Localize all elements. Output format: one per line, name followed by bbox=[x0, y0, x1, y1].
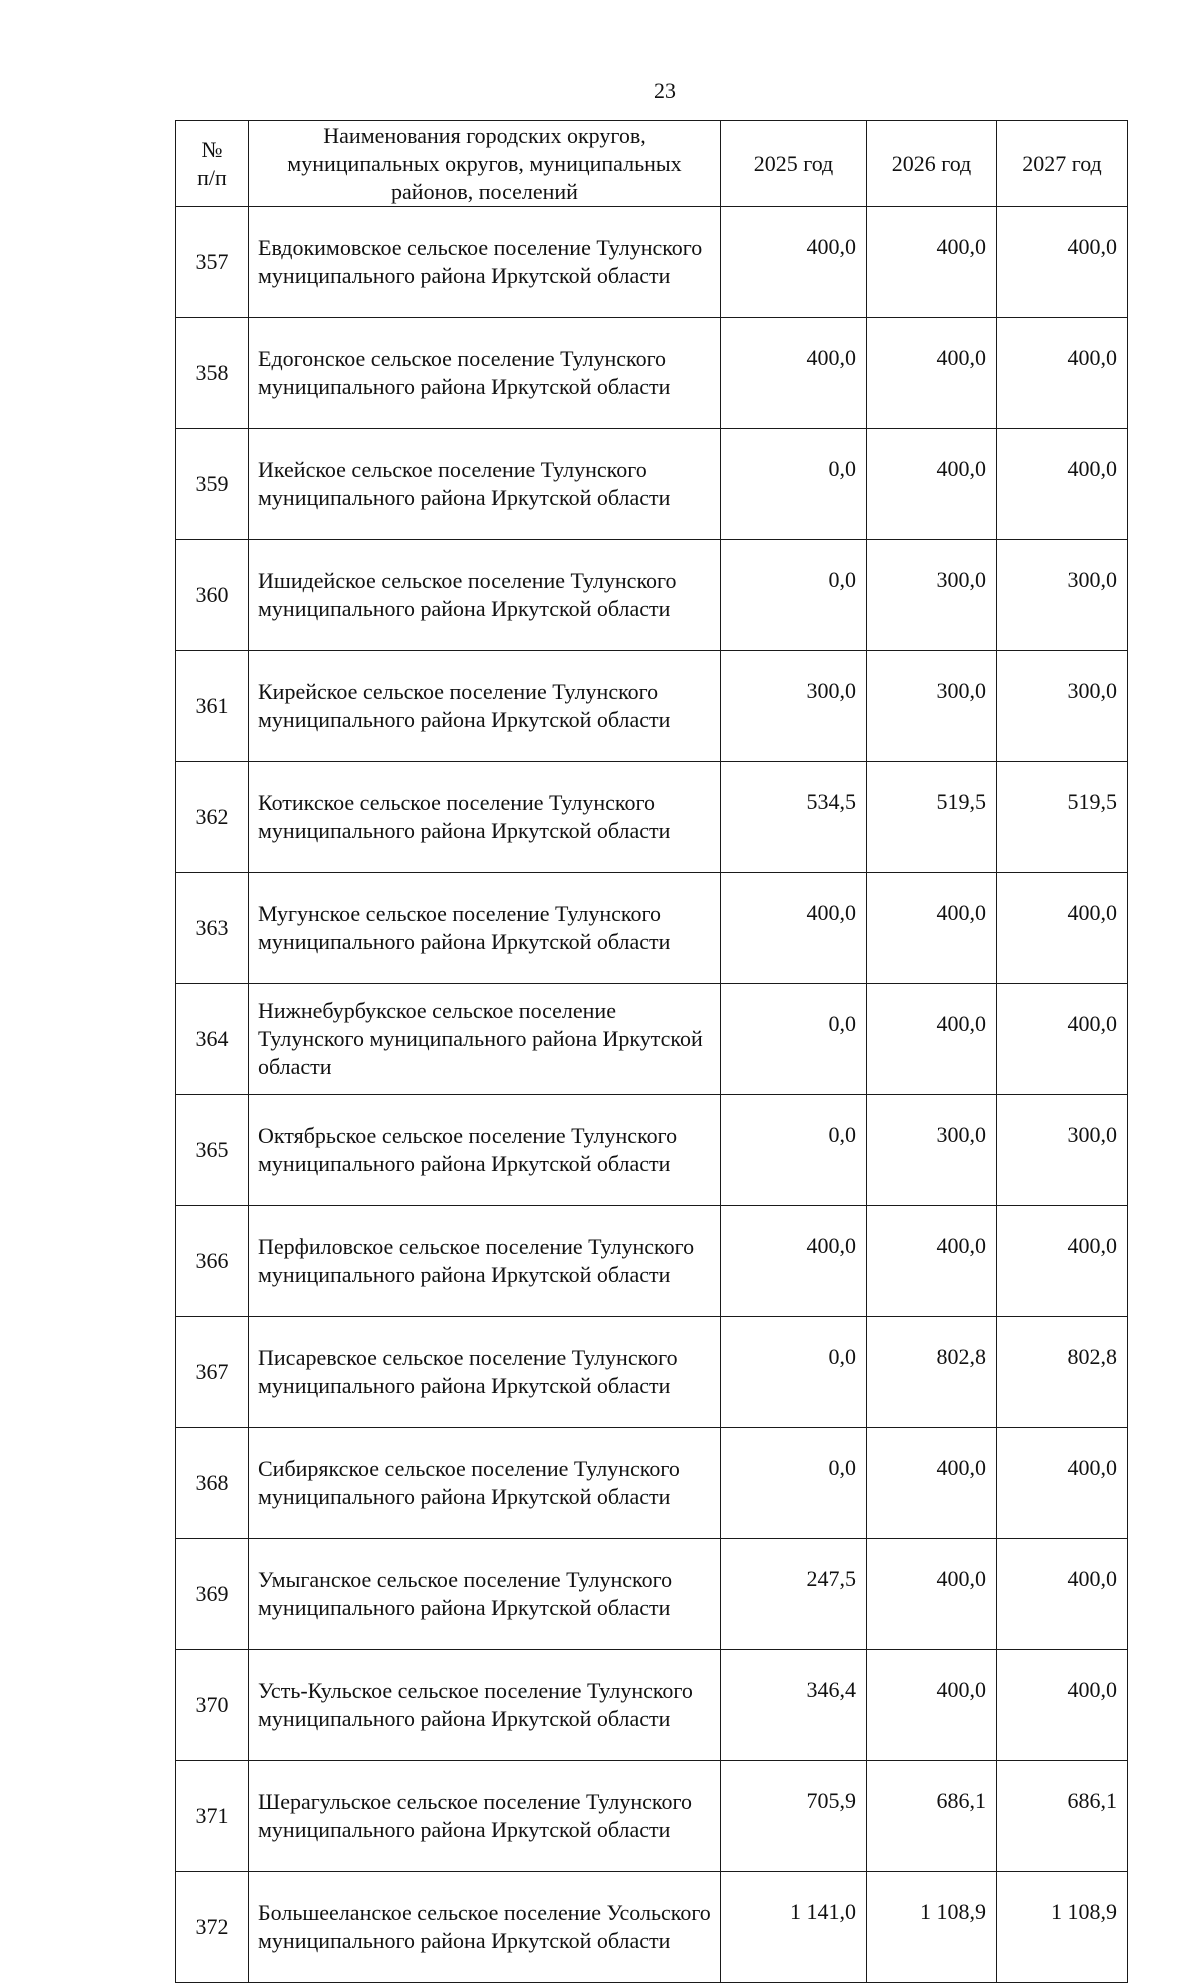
header-2025: 2025 год bbox=[721, 121, 867, 207]
header-row bbox=[176, 121, 1128, 207]
table-row bbox=[176, 318, 1128, 429]
value-2026: 400,0 bbox=[867, 873, 997, 984]
value-2027: 400,0 bbox=[997, 207, 1128, 318]
row-name: Сибирякское сельское поселение Тулунского муниципального района Иркутской области bbox=[249, 1428, 721, 1539]
row-number: 366 bbox=[176, 1206, 249, 1317]
header-2026: 2026 год bbox=[867, 121, 997, 207]
value-2025: 400,0 bbox=[721, 1206, 867, 1317]
table-row bbox=[176, 762, 1128, 873]
value-2026: 300,0 bbox=[867, 540, 997, 651]
row-name: Кирейское сельское поселение Тулунского муниципального района Иркутской области bbox=[249, 651, 721, 762]
value-2025: 0,0 bbox=[721, 1428, 867, 1539]
value-2026: 1 108,9 bbox=[867, 1872, 997, 1983]
value-2027: 300,0 bbox=[997, 651, 1128, 762]
value-2025: 705,9 bbox=[721, 1761, 867, 1872]
value-2025: 400,0 bbox=[721, 873, 867, 984]
value-2026: 400,0 bbox=[867, 1206, 997, 1317]
value-2027: 400,0 bbox=[997, 1428, 1128, 1539]
value-2027: 802,8 bbox=[997, 1317, 1128, 1428]
value-2026: 802,8 bbox=[867, 1317, 997, 1428]
table-row bbox=[176, 1539, 1128, 1650]
table-row bbox=[176, 1317, 1128, 1428]
value-2027: 400,0 bbox=[997, 1650, 1128, 1761]
row-number: 361 bbox=[176, 651, 249, 762]
table-row bbox=[176, 1761, 1128, 1872]
page-number: 23 bbox=[654, 78, 676, 103]
header-num: № п/п bbox=[176, 121, 249, 207]
value-2027: 519,5 bbox=[997, 762, 1128, 873]
table-body bbox=[176, 207, 1128, 1983]
value-2026: 686,1 bbox=[867, 1761, 997, 1872]
row-number: 358 bbox=[176, 318, 249, 429]
value-2025: 1 141,0 bbox=[721, 1872, 867, 1983]
row-number: 372 bbox=[176, 1872, 249, 1983]
value-2026: 400,0 bbox=[867, 1650, 997, 1761]
value-2026: 400,0 bbox=[867, 984, 997, 1095]
row-number: 363 bbox=[176, 873, 249, 984]
value-2025: 0,0 bbox=[721, 984, 867, 1095]
value-2026: 400,0 bbox=[867, 1539, 997, 1650]
row-name: Писаревское сельское поселение Тулунского муниципального района Иркутской области bbox=[249, 1317, 721, 1428]
row-name: Евдокимовское сельское поселение Тулунского муниципального района Иркутской области bbox=[249, 207, 721, 318]
table-row bbox=[176, 429, 1128, 540]
table-row bbox=[176, 651, 1128, 762]
row-name: Ишидейское сельское поселение Тулунского муниципального района Иркутской области bbox=[249, 540, 721, 651]
value-2027: 1 108,9 bbox=[997, 1872, 1128, 1983]
row-name: Нижнебурбукское сельское поселение Тулунского муниципального района Иркутской области bbox=[249, 984, 721, 1095]
value-2027: 300,0 bbox=[997, 540, 1128, 651]
row-number: 359 bbox=[176, 429, 249, 540]
value-2025: 247,5 bbox=[721, 1539, 867, 1650]
table-row bbox=[176, 540, 1128, 651]
table-row bbox=[176, 1428, 1128, 1539]
row-number: 362 bbox=[176, 762, 249, 873]
value-2026: 400,0 bbox=[867, 207, 997, 318]
row-name: Большееланское сельское поселение Усольского муниципального района Иркутской области bbox=[249, 1872, 721, 1983]
table-row bbox=[176, 873, 1128, 984]
row-name: Икейское сельское поселение Тулунского муниципального района Иркутской области bbox=[249, 429, 721, 540]
row-name: Усть-Кульское сельское поселение Тулунского муниципального района Иркутской области bbox=[249, 1650, 721, 1761]
row-number: 371 bbox=[176, 1761, 249, 1872]
table-row bbox=[176, 1650, 1128, 1761]
header-2027: 2027 год bbox=[997, 121, 1128, 207]
row-name: Перфиловское сельское поселение Тулунского муниципального района Иркутской области bbox=[249, 1206, 721, 1317]
row-number: 365 bbox=[176, 1095, 249, 1206]
row-number: 369 bbox=[176, 1539, 249, 1650]
table-row bbox=[176, 1095, 1128, 1206]
row-name: Котикское сельское поселение Тулунского муниципального района Иркутской области bbox=[249, 762, 721, 873]
table-header bbox=[176, 121, 1128, 207]
row-number: 364 bbox=[176, 984, 249, 1095]
value-2025: 0,0 bbox=[721, 1317, 867, 1428]
table-row bbox=[176, 1872, 1128, 1983]
row-number: 367 bbox=[176, 1317, 249, 1428]
row-name: Едогонское сельское поселение Тулунского муниципального района Иркутской области bbox=[249, 318, 721, 429]
value-2025: 300,0 bbox=[721, 651, 867, 762]
value-2027: 300,0 bbox=[997, 1095, 1128, 1206]
value-2026: 300,0 bbox=[867, 651, 997, 762]
value-2026: 300,0 bbox=[867, 1095, 997, 1206]
header-name: Наименования городских округов, муниципальных округов, муниципальных районов, поселений bbox=[249, 121, 721, 207]
row-name: Мугунское сельское поселение Тулунского муниципального района Иркутской области bbox=[249, 873, 721, 984]
value-2026: 400,0 bbox=[867, 318, 997, 429]
value-2025: 0,0 bbox=[721, 429, 867, 540]
budget-table bbox=[175, 120, 1128, 1983]
table-row bbox=[176, 207, 1128, 318]
row-number: 357 bbox=[176, 207, 249, 318]
row-name: Октябрьское сельское поселение Тулунского муниципального района Иркутской области bbox=[249, 1095, 721, 1206]
value-2026: 400,0 bbox=[867, 1428, 997, 1539]
value-2027: 400,0 bbox=[997, 984, 1128, 1095]
value-2027: 400,0 bbox=[997, 873, 1128, 984]
value-2026: 519,5 bbox=[867, 762, 997, 873]
table-row bbox=[176, 984, 1128, 1095]
value-2025: 346,4 bbox=[721, 1650, 867, 1761]
value-2027: 400,0 bbox=[997, 429, 1128, 540]
value-2025: 0,0 bbox=[721, 1095, 867, 1206]
row-name: Умыганское сельское поселение Тулунского муниципального района Иркутской области bbox=[249, 1539, 721, 1650]
value-2027: 400,0 bbox=[997, 318, 1128, 429]
row-name: Шерагульское сельское поселение Тулунского муниципального района Иркутской области bbox=[249, 1761, 721, 1872]
value-2025: 400,0 bbox=[721, 318, 867, 429]
row-number: 360 bbox=[176, 540, 249, 651]
value-2025: 400,0 bbox=[721, 207, 867, 318]
value-2025: 0,0 bbox=[721, 540, 867, 651]
value-2026: 400,0 bbox=[867, 429, 997, 540]
row-number: 368 bbox=[176, 1428, 249, 1539]
value-2025: 534,5 bbox=[721, 762, 867, 873]
row-number: 370 bbox=[176, 1650, 249, 1761]
value-2027: 686,1 bbox=[997, 1761, 1128, 1872]
value-2027: 400,0 bbox=[997, 1539, 1128, 1650]
value-2027: 400,0 bbox=[997, 1206, 1128, 1317]
table-row bbox=[176, 1206, 1128, 1317]
